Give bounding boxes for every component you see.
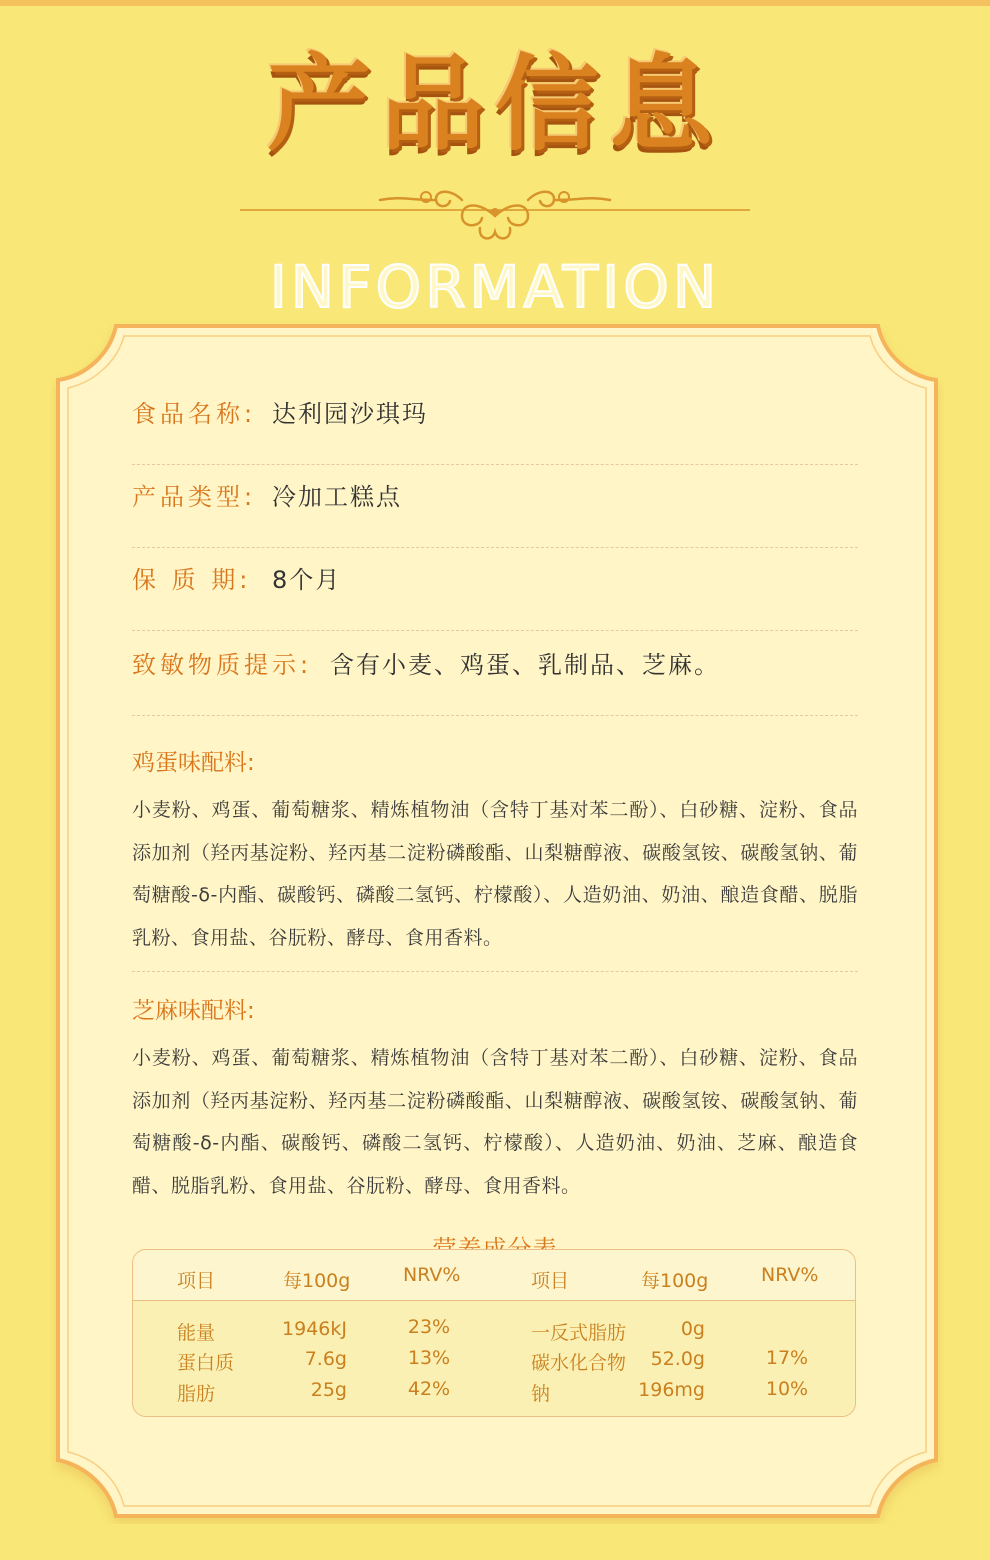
nutrition-table [132,1249,856,1417]
sesame-ingredients-text: 小麦粉、鸡蛋、葡萄糖浆、精炼植物油（含特丁基对苯二酚）、白砂糖、淀粉、食品添加剂（羟丙基淀粉、羟丙基二淀粉磷酸酯、山梨糖醇液、碳酸氢铵、碳酸氢钠、葡萄糖酸-δ-内酯、碳酸钙、磷酸二氢钙、柠檬酸）、人造奶油、奶油、芝麻、酿造食醋、脱脂乳粉、食用盐、谷朊粉、酵母、食用香料。 [132,1047,858,1197]
table-cell: 脂肪 [177,1383,216,1405]
shelf-life-label: 保 质 期: [132,566,252,594]
header-cell: 每100g [283,1270,351,1292]
table-cell: 1946kJ [282,1318,347,1340]
table-cell: 钠 [531,1383,551,1405]
table-cell: 一反式脂肪 [531,1322,627,1344]
table-cell: 10% [765,1378,809,1400]
table-cell: 52.0g [650,1348,705,1370]
info-row-allergen [132,631,858,715]
table-cell: 能量 [177,1322,216,1344]
english-subtitle: INFORMATION [269,253,721,321]
header-cell: NRV% [761,1264,819,1286]
name-value: 达利园沙琪玛 [272,400,428,428]
divider [132,971,858,972]
table-cell: 蛋白质 [177,1352,235,1374]
flourish-ornament-icon [240,182,750,246]
header-cell: 项目 [177,1270,216,1292]
name-label: 食品名称: [132,400,257,428]
table-cell: 42% [407,1378,451,1400]
info-row-shelf-life [132,548,858,630]
table-cell: 25g [310,1379,347,1401]
table-cell: 13% [407,1347,451,1369]
shelf-life-value: 8个月 [272,566,342,594]
header-cell: 每100g [641,1270,709,1292]
sesame-ingredients-title: 芝麻味配料: [132,998,255,1024]
header-cell: 项目 [531,1270,570,1292]
top-border [0,0,990,6]
info-content [132,382,858,1264]
header-cell: NRV% [403,1264,461,1286]
divider [132,715,858,716]
table-cell: 0g [680,1318,705,1340]
table-cell: 碳水化合物 [531,1352,627,1374]
egg-ingredients-title: 鸡蛋味配料: [132,750,255,776]
allergen-value: 含有小麦、鸡蛋、乳制品、芝麻。 [330,651,720,679]
egg-ingredients-text: 小麦粉、鸡蛋、葡萄糖浆、精炼植物油（含特丁基对苯二酚）、白砂糖、淀粉、食品添加剂（羟丙基淀粉、羟丙基二淀粉磷酸酯、山梨糖醇液、碳酸氢铵、碳酸氢钠、葡萄糖酸-δ-内酯、碳酸钙、磷酸二氢钙、柠檬酸）、人造奶油、奶油、酿造食醋、脱脂乳粉、食用盐、谷朊粉、酵母、食用香料。 [132,799,858,949]
allergen-label: 致敏物质提示: [132,651,313,679]
table-cell: 7.6g [304,1348,347,1370]
table-cell: 17% [765,1347,809,1369]
table-cell: 23% [407,1316,451,1338]
page-title: 产品信息 [266,42,723,165]
info-row-name [132,382,858,464]
nutrition-table-header [133,1250,855,1301]
type-label: 产品类型: [132,483,257,511]
type-value: 冷加工糕点 [272,483,402,511]
info-row-type [132,465,858,547]
table-cell: 196mg [638,1379,705,1401]
